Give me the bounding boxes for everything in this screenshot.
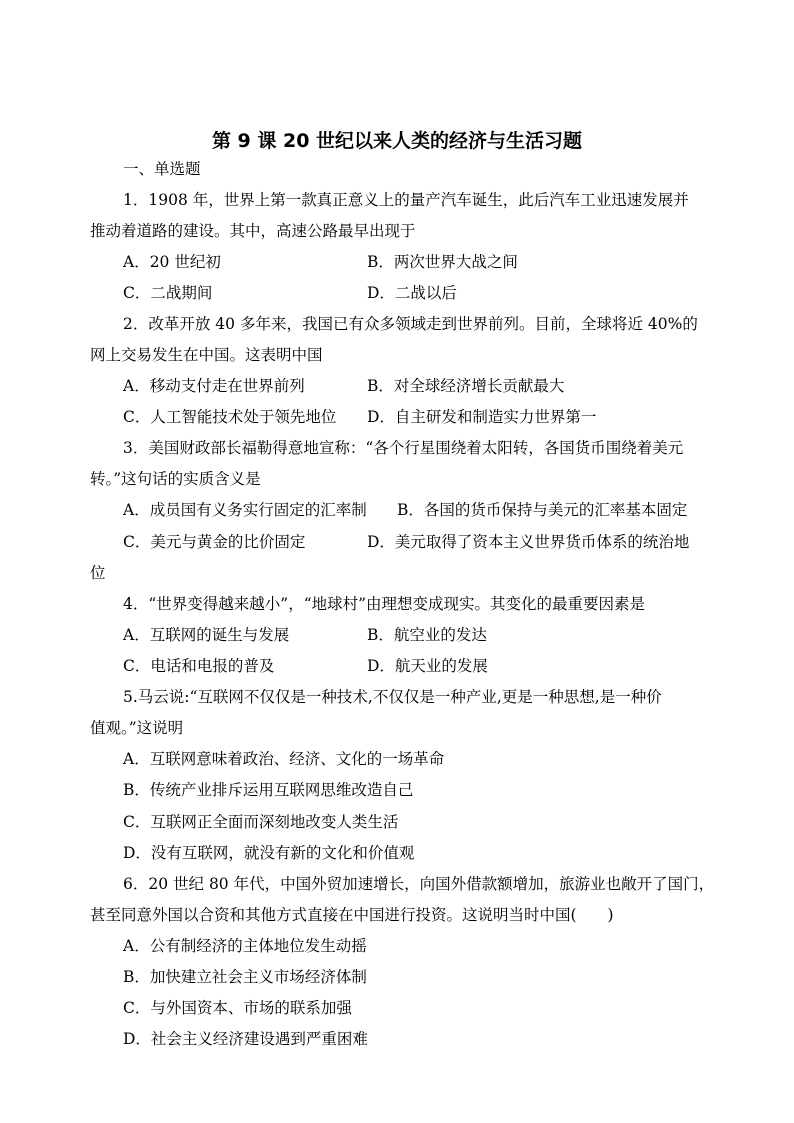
question-6-option-b: B．加快建立社会主义市场经济体制 — [123, 968, 367, 986]
question-4-option-d: D．航天业的发展 — [367, 657, 488, 675]
question-5-option-c: C．互联网正全面而深刻地改变人类生活 — [123, 813, 399, 831]
question-5-option-b: B．传统产业排斥运用互联网思维改造自己 — [123, 781, 414, 799]
question-3-option-d-continued: 位 — [90, 564, 106, 582]
question-6-option-a: A．公有制经济的主体地位发生动摇 — [123, 937, 367, 955]
question-6-option-c: C．与外国资本、市场的联系加强 — [123, 999, 352, 1017]
question-3-option-a: A．成员国有义务实行固定的汇率制 — [123, 501, 367, 519]
question-5-stem-line-2: 值观。”这说明 — [90, 719, 184, 737]
question-1-stem-line-1: 1．1908 年，世界上第一款真正意义上的量产汽车诞生，此后汽车工业迅速发展并 — [123, 191, 689, 209]
question-6-option-d: D．社会主义经济建设遇到严重困难 — [123, 1030, 368, 1048]
question-2-stem-line-2: 网上交易发生在中国。这表明中国 — [90, 346, 323, 364]
question-4-option-b: B．航空业的发达 — [367, 626, 487, 644]
question-4-stem-line-1: 4．“世界变得越来越小”，“地球村”由理想变成现实。其变化的最重要因素是 — [123, 595, 646, 613]
question-6-stem-line-2: 甚至同意外国以合资和其他方式直接在中国进行投资。这说明当时中国( ) — [90, 906, 614, 924]
question-4-option-a: A．互联网的诞生与发展 — [123, 626, 290, 644]
question-2-stem-line-1: 2．改革开放 40 多年来，我国已有众多领域走到世界前列。目前，全球将近 40%的 — [123, 315, 698, 333]
question-1-option-d: D．二战以后 — [367, 284, 457, 302]
question-3-stem-line-2: 转。”这句话的实质含义是 — [90, 470, 261, 488]
page-title: 第 9 课 20 世纪以来人类的经济与生活习题 — [211, 130, 583, 152]
question-1-stem-line-2: 推动着道路的建设。其中，高速公路最早出现于 — [90, 222, 416, 240]
question-4-option-c: C．电话和电报的普及 — [123, 657, 275, 675]
question-1-option-a: A．20 世纪初 — [123, 253, 221, 271]
question-2-option-a: A．移动支付走在世界前列 — [123, 377, 305, 395]
question-2-option-c: C．人工智能技术处于领先地位 — [123, 408, 337, 426]
question-1-option-c: C．二战期间 — [123, 284, 213, 302]
section-heading: 一、单选题 — [123, 160, 201, 178]
question-3-option-c: C．美元与黄金的比价固定 — [123, 533, 306, 551]
question-2-option-d: D．自主研发和制造实力世界第一 — [367, 408, 597, 426]
question-3-option-b: B．各国的货币保持与美元的汇率基本固定 — [397, 501, 688, 519]
question-3-stem-line-1: 3．美国财政部长福勒得意地宣称：“各个行星围绕着太阳转，各国货币围绕着美元 — [123, 439, 684, 457]
question-5-stem-line-1: 5.马云说:“互联网不仅仅是一种技术,不仅仅是一种产业,更是一种思想,是一种价 — [123, 688, 662, 706]
question-6-stem-line-1: 6．20 世纪 80 年代，中国外贸加速增长，向国外借款额增加，旅游业也敞开了国门， — [123, 875, 715, 893]
question-3-option-d: D．美元取得了资本主义世界货币体系的统治地 — [367, 533, 690, 551]
question-5-option-a: A．互联网意味着政治、经济、文化的一场革命 — [123, 750, 445, 768]
question-1-option-b: B．两次世界大战之间 — [367, 253, 518, 271]
question-5-option-d: D．没有互联网，就没有新的文化和价值观 — [123, 844, 415, 862]
question-2-option-b: B．对全球经济增长贡献最大 — [367, 377, 565, 395]
